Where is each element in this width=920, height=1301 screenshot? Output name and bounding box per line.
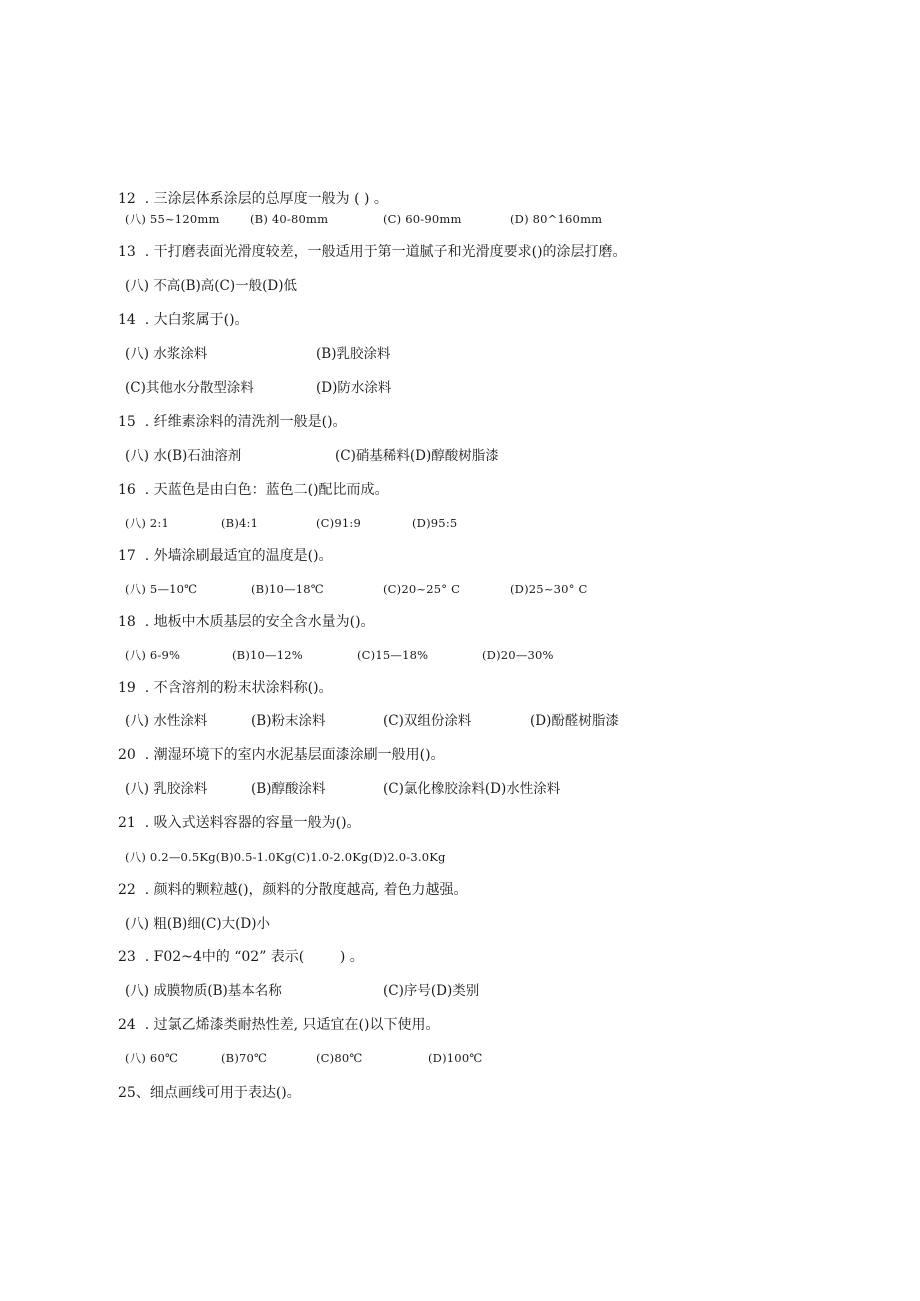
question-stem: 19 . 不含溶剂的粉末状涂料称()。 xyxy=(118,680,333,696)
answer-option: (八) 55~120mm xyxy=(125,212,220,226)
question-stem: 24 . 过氯乙烯漆类耐热性差, 只适宜在()以下使用。 xyxy=(118,1017,440,1033)
answer-option: (C)硝基稀料(D)醇酸树脂漆 xyxy=(335,448,499,464)
answer-option: (八) 乳胶涂料 xyxy=(125,781,208,797)
answer-option: (八) 2:1 xyxy=(125,516,170,530)
answer-option: (八) 水浆涂料 xyxy=(125,346,208,362)
answer-option: (D)20—30% xyxy=(482,648,554,662)
answer-option: (B)10—12% xyxy=(232,648,303,662)
answer-option: (八) 粗(B)细(C)大(D)小 xyxy=(125,916,270,932)
answer-option: (B)乳胶涂料 xyxy=(316,346,391,362)
question-stem: 23 . F02~4中的 “02” 表示( ) 。 xyxy=(118,949,364,965)
answer-option: (D)25~30° C xyxy=(510,582,588,596)
answer-option: (C)20~25° C xyxy=(383,582,461,596)
answer-option: (B)10—18℃ xyxy=(251,582,324,596)
answer-option: (B)粉末涂料 xyxy=(251,713,326,729)
answer-option: (C)其他水分散型涂料 xyxy=(125,380,254,396)
question-stem: 15 . 纤维素涂料的清洗剂一般是()。 xyxy=(118,414,347,430)
answer-option: (D)100℃ xyxy=(428,1051,483,1065)
question-stem: 22 . 颜料的颗粒越()，颜料的分散度越高, 着色力越强。 xyxy=(118,882,468,898)
question-stem: 18 . 地板中木质基层的安全含水量为()。 xyxy=(118,614,375,630)
answer-option: (D)酚醛树脂漆 xyxy=(530,713,619,729)
answer-option: (D)95:5 xyxy=(412,516,458,530)
answer-option: (八) 不高(B)高(C)一般(D)低 xyxy=(125,278,297,294)
question-stem: 25、细点画线可用于表达()。 xyxy=(118,1085,301,1101)
answer-option: (B) 40-80mm xyxy=(250,212,329,226)
answer-option: (C)91:9 xyxy=(316,516,361,530)
answer-option: (八) 0.2—0.5Kg(B)0.5-1.0Kg(C)1.0-2.0Kg(D)2.0-3.0Kg xyxy=(125,850,446,864)
question-stem: 16 . 天蓝色是由白色：蓝色二()配比而成。 xyxy=(118,482,389,498)
answer-option: (D) 80^160mm xyxy=(510,212,603,226)
answer-option: (八) 水性涂料 xyxy=(125,713,208,729)
answer-option: (B)醇酸涂料 xyxy=(251,781,326,797)
answer-option: (C)双组份涂料 xyxy=(383,713,472,729)
question-stem: 13 . 干打磨表面光滑度较差，一般适用于第一道腻子和光滑度要求()的涂层打磨。 xyxy=(118,244,627,260)
question-stem: 20 . 潮湿环境下的室内水泥基层面漆涂刷一般用()。 xyxy=(118,747,445,763)
question-stem: 21 . 吸入式送料容器的容量一般为()。 xyxy=(118,815,361,831)
answer-option: (C)氯化橡胶涂料(D)水性涂料 xyxy=(383,781,561,797)
answer-option: (八) 5—10℃ xyxy=(125,582,198,596)
answer-option: (C)序号(D)类别 xyxy=(383,983,480,999)
question-stem: 17 . 外墙涂刷最适宜的温度是()。 xyxy=(118,548,333,564)
question-stem: 12 . 三涂层体系涂层的总厚度一般为 ( ) 。 xyxy=(118,191,388,207)
answer-option: (B)70℃ xyxy=(221,1051,268,1065)
answer-option: (八) 6-9% xyxy=(125,648,181,662)
answer-option: (八) 成膜物质(B)基本名称 xyxy=(125,983,282,999)
answer-option: (B)4:1 xyxy=(221,516,259,530)
answer-option: (八) 60℃ xyxy=(125,1051,179,1065)
answer-option: (C)15—18% xyxy=(357,648,429,662)
answer-option: (八) 水(B)石油溶剂 xyxy=(125,448,242,464)
answer-option: (C)80℃ xyxy=(316,1051,363,1065)
answer-option: (C) 60-90mm xyxy=(383,212,462,226)
answer-option: (D)防水涂料 xyxy=(316,380,392,396)
question-stem: 14 . 大白浆属于()。 xyxy=(118,312,249,328)
